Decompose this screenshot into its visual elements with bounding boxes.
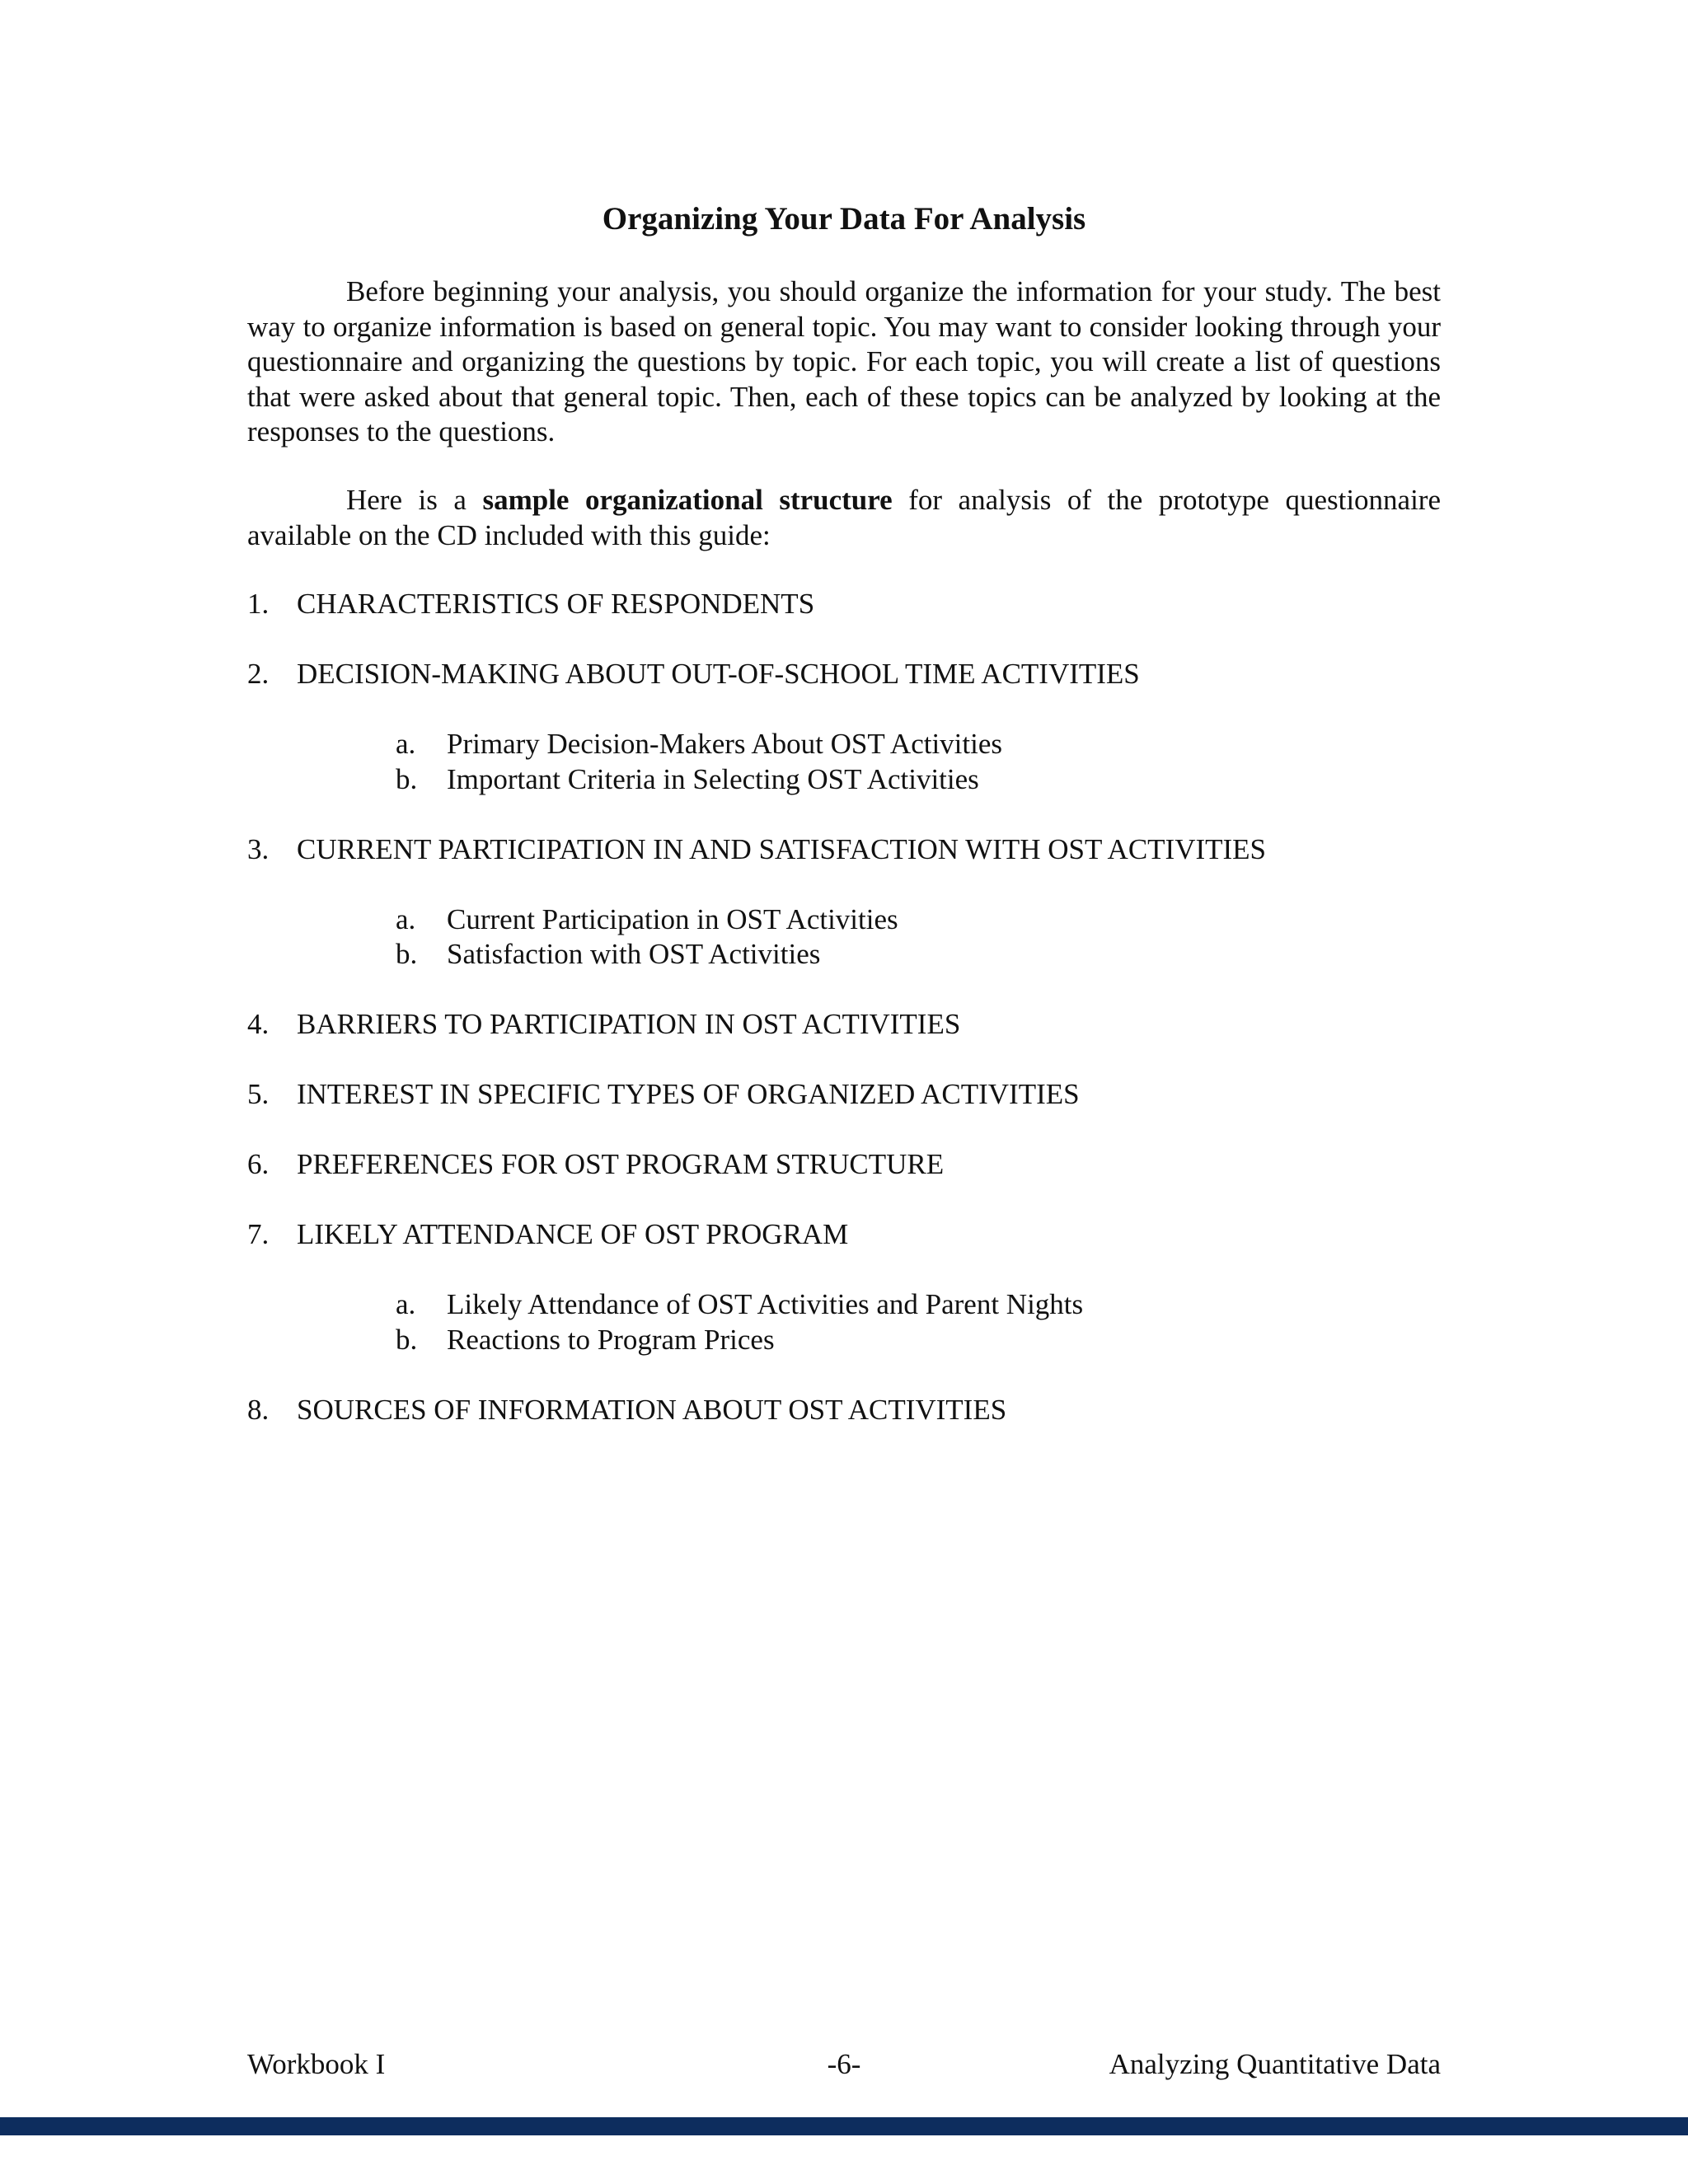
subsection-letter: b. (396, 1323, 418, 1356)
subsection-letter: a. (396, 728, 416, 760)
structure-paragraph (247, 483, 1441, 553)
subsection-item (396, 1323, 1441, 1358)
subsection-label: Current Participation in OST Activities (447, 902, 898, 935)
organizational-structure-list (247, 587, 1441, 1463)
section-item (247, 1147, 1441, 1183)
section-number: 5. (247, 1078, 270, 1110)
section-number: 7. (247, 1218, 270, 1250)
section-item (247, 657, 1441, 797)
subsection-item (396, 727, 1441, 762)
subsection-list (247, 902, 1441, 972)
section-label: SOURCES OF INFORMATION ABOUT OST ACTIVITIES (297, 1393, 1007, 1426)
section-label: CHARACTERISTICS OF RESPONDENTS (297, 588, 815, 620)
section-item (247, 1393, 1441, 1428)
subsection-label: Satisfaction with OST Activities (447, 938, 821, 970)
structure-paragraph-before: Here is a (346, 484, 483, 516)
subsection-list (247, 1287, 1441, 1357)
section-number: 2. (247, 658, 270, 690)
footer-workbook-label: Workbook I (247, 2048, 386, 2080)
subsection-label: Primary Decision-Makers About OST Activities (447, 728, 1003, 760)
section-label: DECISION-MAKING ABOUT OUT-OF-SCHOOL TIME ACTIVITIES (297, 658, 1140, 690)
section-number: 1. (247, 588, 270, 620)
subsection-item (396, 762, 1441, 798)
section-label: LIKELY ATTENDANCE OF OST PROGRAM (297, 1218, 849, 1250)
subsection-item (396, 937, 1441, 972)
section-item (247, 1217, 1441, 1357)
subsection-letter: a. (396, 902, 416, 935)
section-number: 3. (247, 832, 270, 865)
subsection-label: Reactions to Program Prices (447, 1323, 775, 1356)
section-item (247, 587, 1441, 622)
section-label: PREFERENCES FOR OST PROGRAM STRUCTURE (297, 1148, 945, 1180)
section-number: 8. (247, 1393, 270, 1426)
intro-paragraph (247, 274, 1441, 450)
page-footer (247, 2047, 1441, 2082)
section-label: BARRIERS TO PARTICIPATION IN OST ACTIVITIES (297, 1008, 961, 1040)
subsection-letter: b. (396, 938, 418, 970)
structure-paragraph-bold: sample organizational structure (482, 484, 893, 516)
section-label: INTEREST IN SPECIFIC TYPES OF ORGANIZED ACTIVITIES (297, 1078, 1080, 1110)
structure-paragraph-after: for analysis of the prototype questionnaire available on the CD included with this guide: (247, 484, 1441, 551)
intro-paragraph-text: Before beginning your analysis, you should organize the information for your study. The best way to organize information is based on general topic. You may want to consider looking through your questionnaire and organizing the questions by topic. For each topic, you will create a list of questions that were asked about that general topic. Then, each of these topics can be analyzed by looking at the responses to the questions. (247, 275, 1441, 448)
subsection-letter: b. (396, 762, 418, 795)
footer-page-number: -6- (827, 2048, 861, 2080)
section-item (247, 1077, 1441, 1113)
section-label: CURRENT PARTICIPATION IN AND SATISFACTION WITH OST ACTIVITIES (297, 832, 1267, 865)
subsection-label: Likely Attendance of OST Activities and Parent Nights (447, 1288, 1084, 1320)
page-title: Organizing Your Data For Analysis (602, 201, 1086, 237)
subsection-letter: a. (396, 1288, 416, 1320)
footer-section-title: Analyzing Quantitative Data (1109, 2048, 1441, 2080)
subsection-item (396, 902, 1441, 938)
section-number: 6. (247, 1148, 270, 1180)
section-number: 4. (247, 1008, 270, 1040)
subsection-label: Important Criteria in Selecting OST Activities (447, 762, 979, 795)
subsection-item (396, 1287, 1441, 1323)
section-item (247, 1007, 1441, 1043)
footer-bar (0, 2117, 1688, 2135)
subsection-list (247, 727, 1441, 797)
section-item (247, 832, 1441, 972)
